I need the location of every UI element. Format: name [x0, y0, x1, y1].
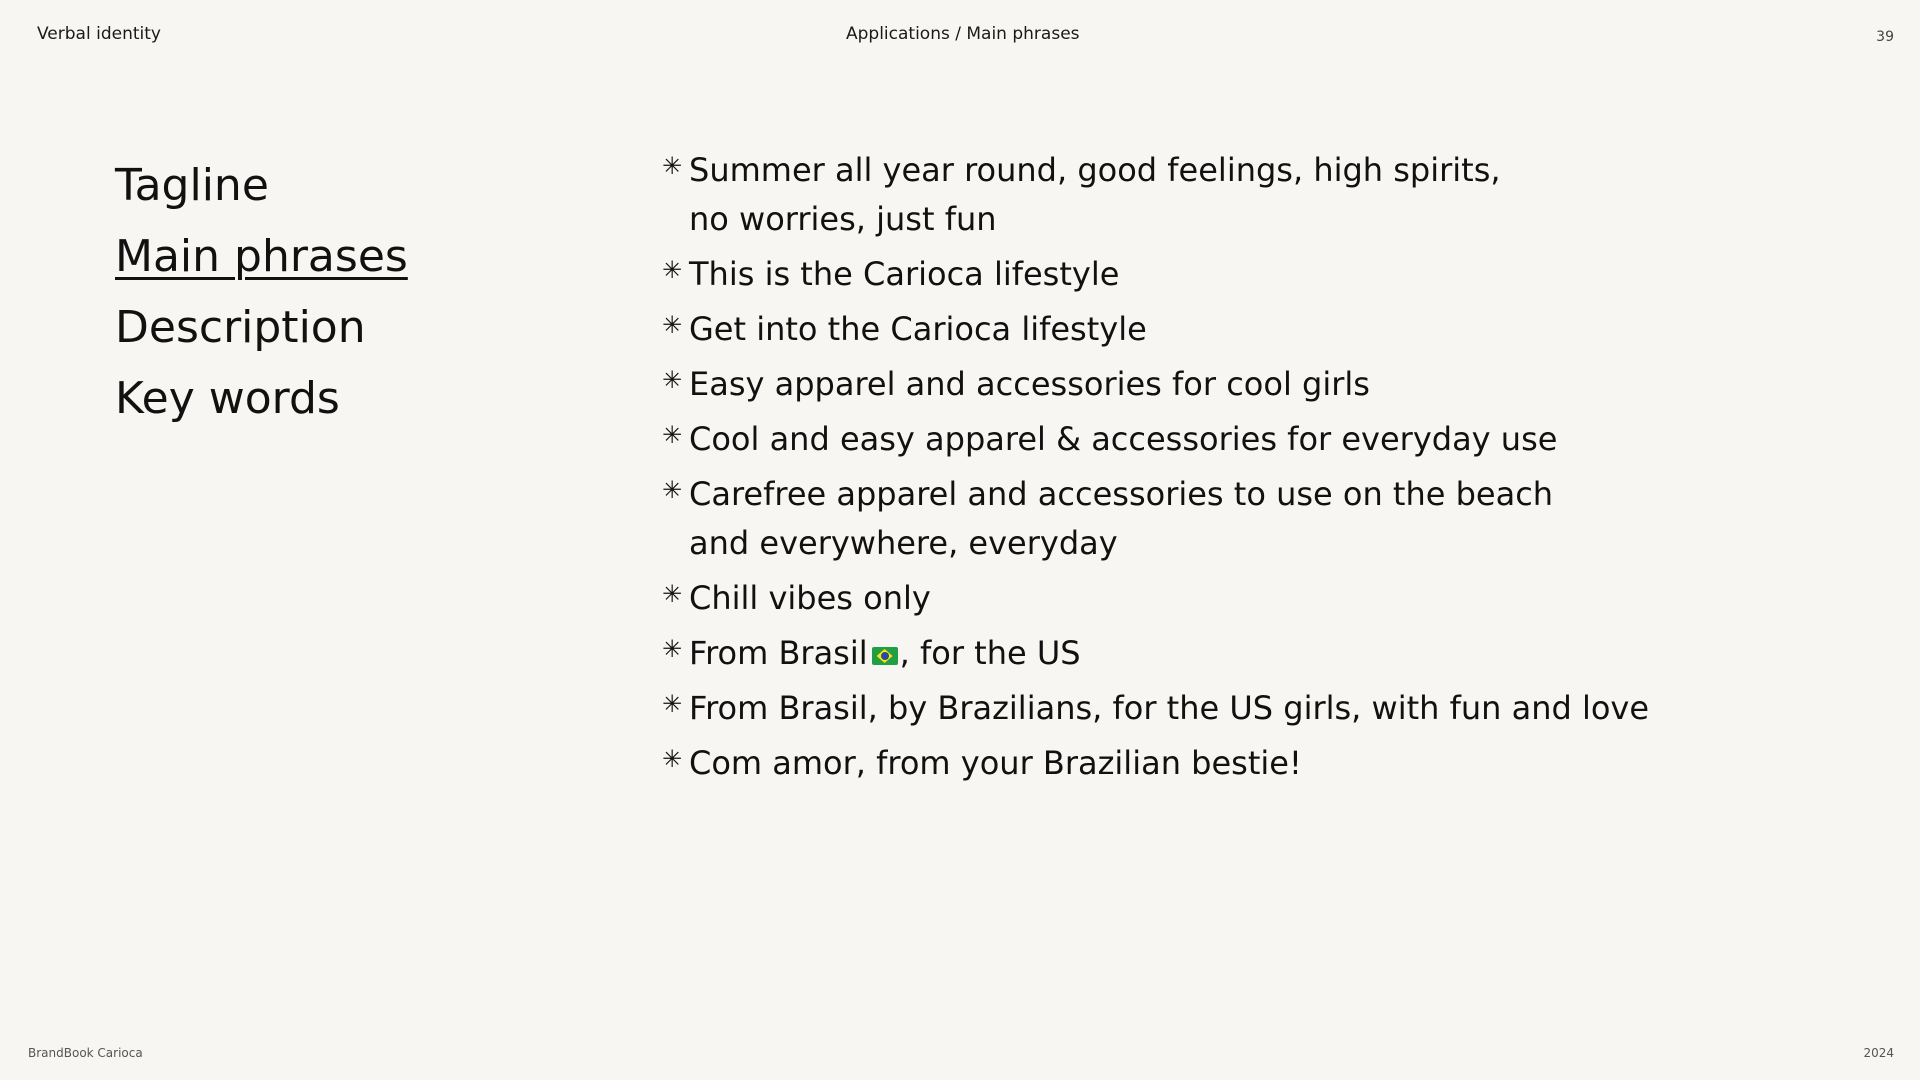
asterisk-bullet-icon: ✳ [662, 311, 683, 339]
section-title: Verbal identity [37, 24, 161, 44]
asterisk-bullet-icon: ✳ [662, 580, 683, 608]
phrase-text-line: Chill vibes only [689, 579, 931, 617]
asterisk-bullet-icon: ✳ [662, 366, 683, 394]
phrase-item [662, 415, 1862, 464]
phrase-item [662, 684, 1862, 733]
phrase-item [662, 470, 1862, 568]
asterisk-bullet-icon: ✳ [662, 152, 683, 180]
phrase-text-line: This is the Carioca lifestyle [689, 255, 1120, 293]
asterisk-bullet-icon: ✳ [662, 690, 683, 718]
page-number: 39 [1876, 29, 1894, 45]
phrase-text-line: Com amor, from your Brazilian bestie! [689, 744, 1302, 782]
asterisk-bullet-icon: ✳ [662, 745, 683, 773]
phrase-text-line: Summer all year round, good feelings, high spirits, [689, 151, 1501, 189]
phrase-text-line: Carefree apparel and accessories to use on the beach [689, 475, 1554, 513]
phrase-item [662, 305, 1862, 354]
nav-item-main-phrases[interactable]: Main phrases [115, 231, 408, 282]
phrase-text-line: From Brasil [689, 634, 868, 672]
phrase-text-line: , for the US [899, 634, 1081, 672]
phrase-text-line: Easy apparel and accessories for cool girls [689, 365, 1370, 403]
asterisk-bullet-icon: ✳ [662, 256, 683, 284]
section-nav [115, 150, 408, 434]
phrase-item [662, 146, 1862, 244]
phrase-item [662, 574, 1862, 623]
asterisk-bullet-icon: ✳ [662, 476, 683, 504]
asterisk-bullet-icon: ✳ [662, 635, 683, 663]
phrase-text-line: no worries, just fun [689, 200, 997, 238]
footer-year: 2024 [1863, 1046, 1894, 1060]
brazil-flag-icon [872, 647, 898, 665]
phrase-text-line: Cool and easy apparel & accessories for everyday use [689, 420, 1558, 458]
phrase-text-line: From Brasil, by Brazilians, for the US girls, with fun and love [689, 689, 1650, 727]
phrase-item [662, 629, 1862, 678]
asterisk-bullet-icon: ✳ [662, 421, 683, 449]
nav-item-key-words[interactable]: Key words [115, 373, 340, 424]
nav-item-tagline[interactable]: Tagline [115, 160, 269, 211]
phrase-text-line: and everywhere, everyday [689, 524, 1118, 562]
phrase-item [662, 360, 1862, 409]
nav-item-description[interactable]: Description [115, 302, 366, 353]
phrase-text-line: Get into the Carioca lifestyle [689, 310, 1147, 348]
footer-brand: BrandBook Carioca [28, 1046, 143, 1060]
phrase-item [662, 250, 1862, 299]
phrase-item [662, 739, 1862, 788]
phrase-list [662, 146, 1862, 794]
breadcrumb: Applications / Main phrases [846, 24, 1080, 44]
